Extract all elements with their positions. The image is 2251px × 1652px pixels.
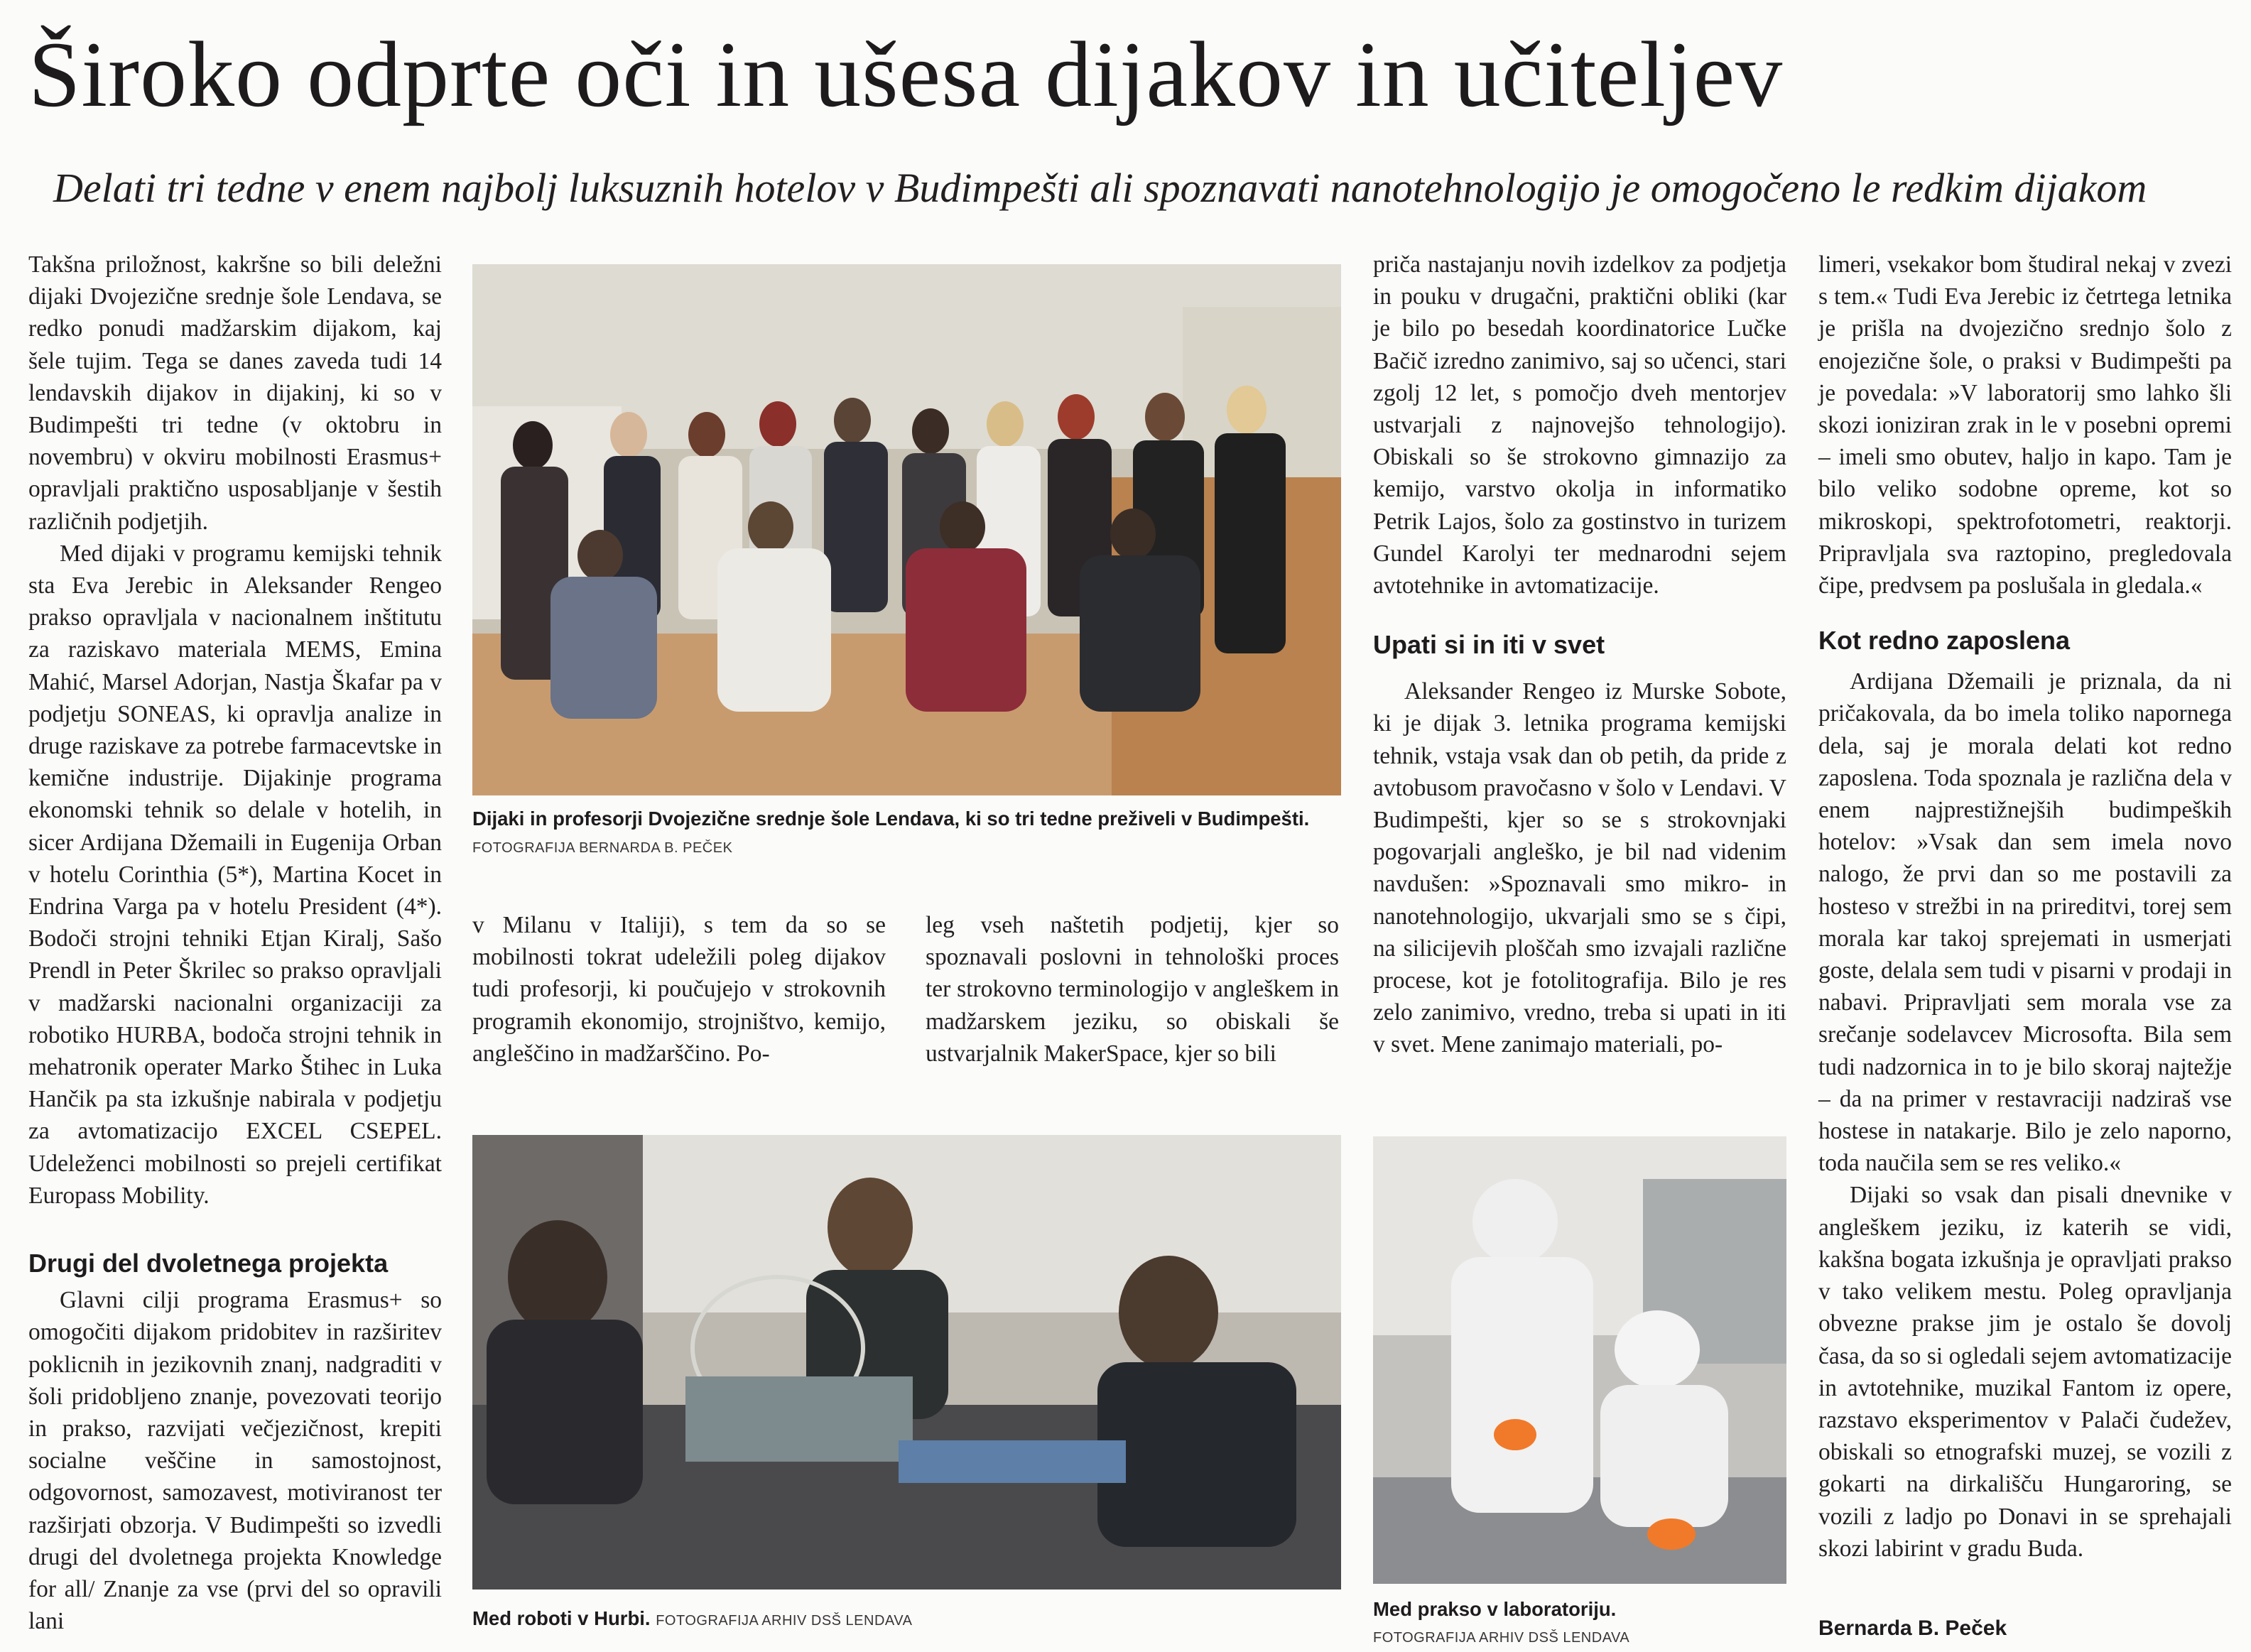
paragraph: leg vseh naštetih podjetij, kjer so spoznavali poslovni in tehnološki proces ter strokovno terminologijo v angleškem in madžarskem jeziku, so obiskali še ustvarjalnik MakerSpace, kjer so bili	[926, 912, 1339, 1067]
section-heading: Drugi del dvoletnega projekta	[28, 1249, 389, 1278]
article-column-1	[28, 249, 442, 1637]
photo-caption	[472, 1605, 1341, 1634]
paragraph: Takšna priložnost, kakršne so bili deležni dijaki Dvojezične srednje šole Lendava, se redko ponudi madžarskim dijakom, kaj šele tujim. Tega se danes zaveda tudi 14 lendavskih dijakov in dijakinj, ki so v Budimpešti tri tedne (v oktobru in novembru) v okviru mobilnosti Erasmus+ opravljali praktično usposabljanje v šestih različnih podjetjih.	[28, 251, 442, 535]
paragraph: v Milanu v Italiji), s tem da so se mobilnosti tokrat udeležili poleg dijakov tudi profesorji, ki poučujejo v strokovnih programih ekonomijo, strojništvo, kemijo, angleščino in madžarščino. Po-	[472, 912, 886, 1067]
photo-credit: FOTOGRAFIJA ARHIV DSŠ LENDAVA	[1373, 1630, 1630, 1646]
caption-text: Dijaki in profesorji Dvojezične srednje šole Lendava, ki so tri tedne preživeli v Budimpešti.	[472, 808, 1310, 830]
group-photo	[472, 264, 1341, 795]
photo-caption	[1373, 1595, 1786, 1652]
paragraph: Ardijana Džemaili je priznala, da ni pričakovala, da bo imela toliko napornega dela, saj je morala delati kot redno zaposlena. Toda spoznala je različna dela v enem najprestižnejših budimpeških hotelov: »Vsak dan sem imela novo nalogo, že prvi dan so me postavili za hosteso v strežbi in na prireditvi, torej sem morala kar takoj sprejemati in usmerjati goste, delala sem tudi v pisarni v prodaji in nabavi. Pripravljati sem morala vse za srečanje sodelavcev Microsofta. Bila sem tudi nadzornica in to je bilo skoraj najtežje – da na primer v restavraciji nadziraš vse hostese in natakarje. Bilo je zelo naporno, toda naučila sem se res veliko.«	[1818, 668, 2232, 1177]
deck-subtitle: Delati tri tedne v enem najbolj luksuznih hotelov v Budimpešti ali spoznavati nanotehnologijo je omogočeno le redkim dijakom	[53, 165, 2147, 211]
paragraph: limeri, vsekakor bom študiral nekaj v zvezi s tem.« Tudi Eva Jerebic iz četrtega letnika je prišla na dvojezično srednjo šolo z enojezične šole, o praksi v Budimpešti pa je povedala: »V laboratorij smo lahko šli skozi ioniziran zrak in le v posebni opremi – imeli smo obutev, haljo in kapo. Tam je bilo veliko sodobne opreme, kot so mikroskopi, spektrofotometri, reaktorji. Pripravljala sva raztopino, pregledovala čipe, predvsem pa poslušala in gledala.«	[1818, 251, 2232, 599]
laboratory-photo	[1373, 1136, 1786, 1584]
caption-text: Med roboti v Hurbi.	[472, 1607, 651, 1629]
article-column-5	[1818, 249, 2232, 1565]
article-column-2	[472, 909, 886, 1070]
photo-caption	[472, 805, 1341, 862]
caption-text: Med prakso v laboratoriju.	[1373, 1598, 1617, 1620]
robots-photo	[472, 1135, 1341, 1589]
paragraph: Med dijaki v programu kemijski tehnik sta Eva Jerebic in Aleksander Rengeo prakso opravljala v nacionalnem inštitutu za raziskavo materiala MEMS, Emina Mahić, Marsel Adorjan, Nastja Škafar pa v podjetju SONEAS, ki opravlja analize in druge raziskave za potrebe farmacevtske in kemične industrije. Dijakinje programa ekonomski tehnik so delale v hotelih, in sicer Ardijana Džemaili in Eugenija Orban v hotelu Corinthia (5*), Martina Kocet in Endrina Varga pa v hotelu President (4*). Bodoči strojni tehniki Etjan Kiralj, Sašo Prendl in Peter Škrilec so prakso opravljali v madžarski nacionalni organizaciji za robotiko HURBA, bodoča strojni tehnik in mehatronik operater Marko Štihec in Luka Hančik pa sta izkušnje nabirala v podjetju za avtomatizacijo EXCEL CSEPEL. Udeleženci mobilnosti so prejeli certifikat Europass Mobility.	[28, 540, 442, 1209]
photo-credit: FOTOGRAFIJA BERNARDA B. PEČEK	[472, 840, 733, 856]
article-column-3	[926, 909, 1339, 1070]
headline: Široko odprte oči in ušesa dijakov in učiteljev	[28, 22, 1784, 126]
paragraph: Glavni cilji programa Erasmus+ so omogočiti dijakom pridobitev in razširitev poklicnih in jezikovnih znanj, nadgraditi v šoli pridobljeno znanje, povezovati teorijo in prakso, razvijati večjezičnost, krepiti socialne veščine in samostojnost, odgovornost, samozavest, motiviranost ter razširjati obzorja. V Budimpešti so izvedli drugi del dvoletnega projekta Knowledge for all/ Znanje za vse (prvi del so opravili lani	[28, 1287, 442, 1635]
paragraph: Dijaki so vsak dan pisali dnevnike v angleškem jeziku, iz katerih se vidi, kakšna bogata izkušnja je opravljati prakso v tako velikem mestu. Poleg opravljanja obvezne prakse jim je ostalo še dovolj časa, da so si ogledali sejem avtomatizacije in avtotehnike, muzikal Fantom iz opere, razstavo eksperimentov v Palači čudežev, obiskali so etnografski muzej, se vozili z gokarti na dirkališču Hungaroring, se vozili z ladjo po Donavi in se sprehajali skozi labirint v gradu Buda.	[1818, 1182, 2232, 1562]
paragraph: Aleksander Rengeo iz Murske Sobote, ki je dijak 3. letnika programa kemijski tehnik, vstaja vsak dan ob petih, da pride z avtobusom pravočasno v šolo v Lendavi. V Budimpešti, kjer so se s strokovnjaki pogovarjali angleško, je bil nad videnim navdušen: »Spoznavali smo mikro- in nanotehnologijo, ukvarjali smo se s čipi, na silicijevih ploščah smo izvajali različne procese, kot je fotolitografija. Bilo je res zelo zanimivo, vredno, treba si upati in iti v svet. Mene zanimajo materiali, po-	[1373, 678, 1786, 1058]
section-heading: Kot redno zaposlena	[1818, 626, 2071, 656]
paragraph: priča nastajanju novih izdelkov za podjetja in pouku v drugačni, praktični obliki (kar je bilo po besedah koordinatorice Lučke Bačič izredno zanimivo, saj so učenci, stari zgolj 12 let, s pomočjo dveh mentorjev ustvarjali z najnovejšo tehnologijo). Obiskali so še strokovno gimnazijo za kemijo, varstvo okolja in informatiko Petrik Lajos, šolo za gostinstvo in turizem Gundel Karolyi ter mednarodni sejem avtotehnike in avtomatizacije.	[1373, 251, 1786, 599]
author-byline: Bernarda B. Peček	[1818, 1616, 2007, 1640]
section-heading: Upati si in iti v svet	[1373, 630, 1605, 660]
article-column-4	[1373, 249, 1786, 1061]
photo-credit: FOTOGRAFIJA ARHIV DSŠ LENDAVA	[656, 1613, 913, 1629]
